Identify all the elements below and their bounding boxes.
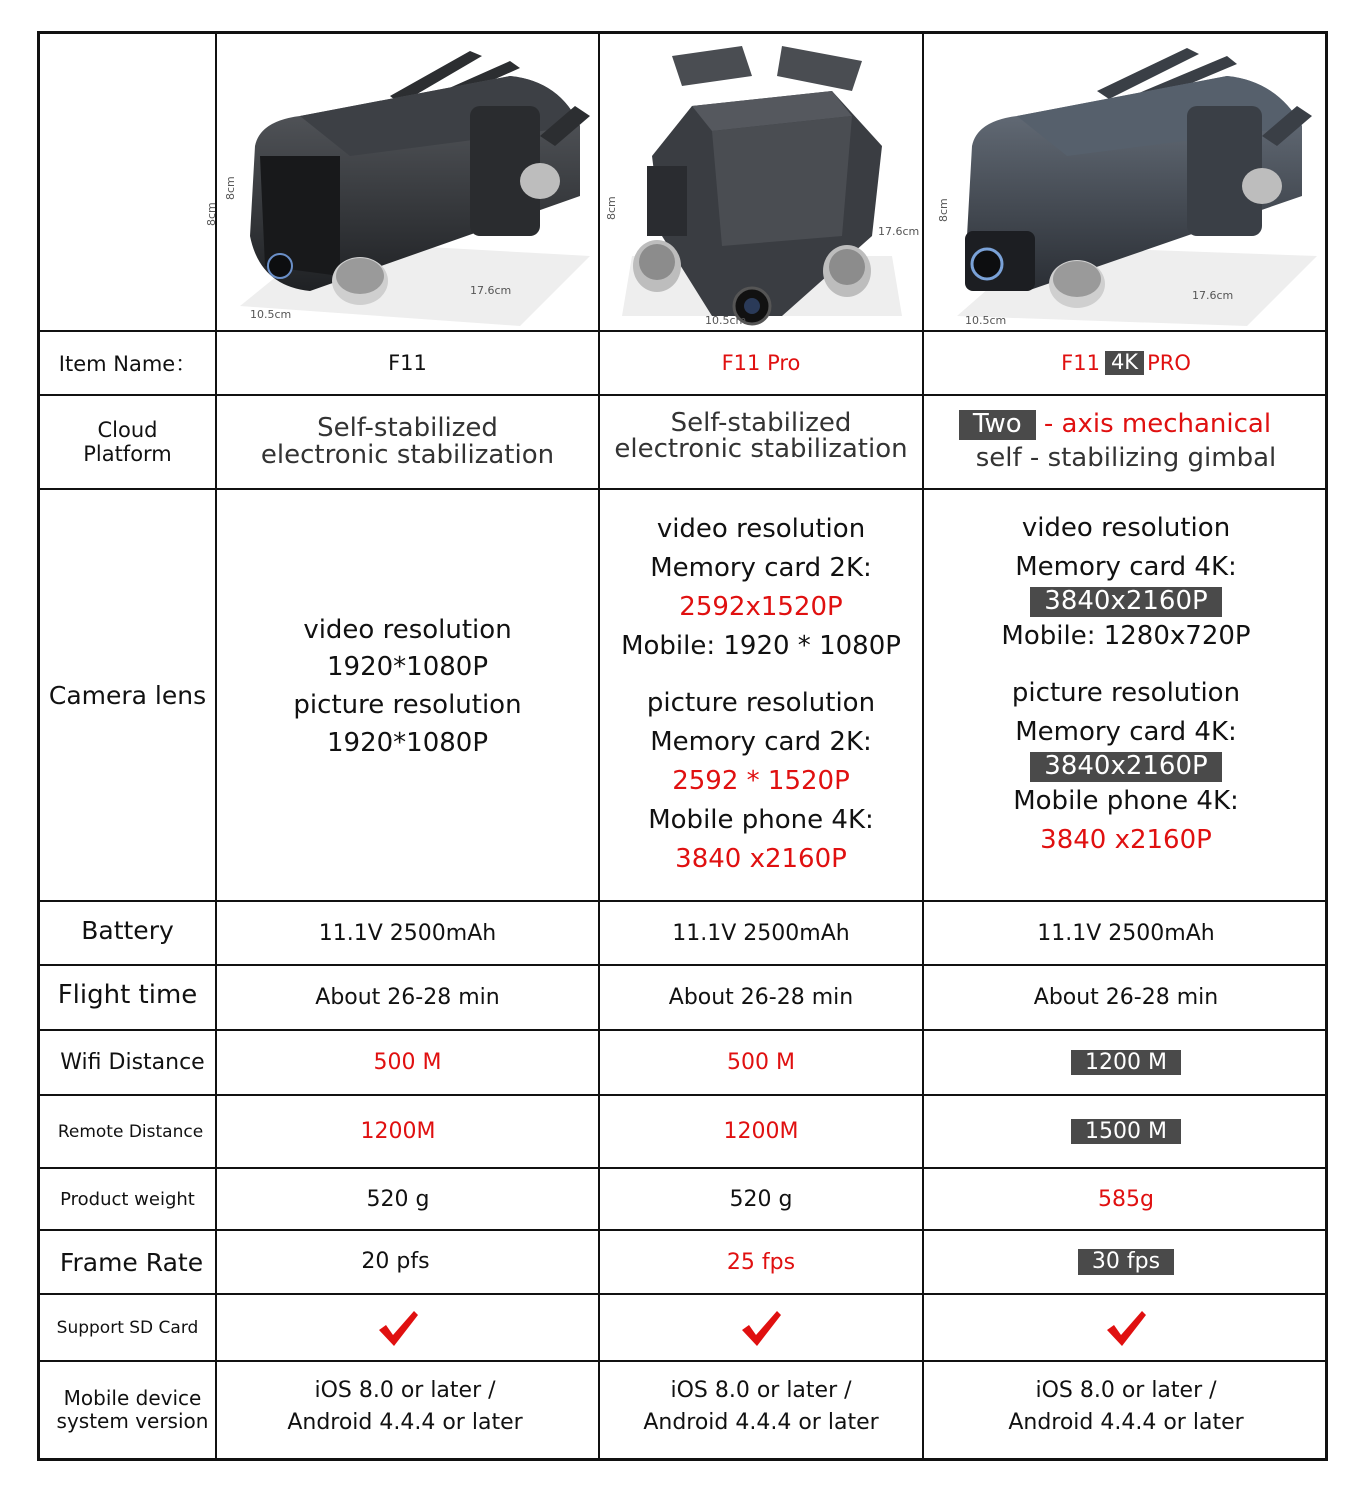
remote-distance-f11-pro: 1200M [723, 1119, 799, 1144]
mobile-device-f11-pro [600, 1362, 922, 1452]
frame-rate-4k-badge: 30 fps [1078, 1249, 1174, 1274]
frame-rate-f11-pro: 25 fps [726, 1249, 796, 1275]
mobile-device-f11-4k-pro [924, 1362, 1328, 1452]
wifi-distance-f11: 500 M [373, 1050, 442, 1075]
camera-pro-video-res: 2592x1520P [679, 592, 843, 622]
cloud-platform-f11-pro [600, 396, 922, 476]
mobile-f11-line1: iOS 8.0 or later / [314, 1378, 496, 1404]
cloud-platform-f11 [217, 396, 598, 488]
f11-pro-width-label: 17.6cm [878, 225, 920, 238]
camera-4k-video: video resolution [1021, 513, 1231, 543]
cloud-f11-pro-line2: electronic stabilization [614, 434, 908, 464]
camera-4k-pic: Memory card 4K: [1015, 716, 1237, 747]
cloud-4k-pro-line1: - axis mechanical [1043, 409, 1272, 440]
check-icon [739, 1308, 783, 1348]
remote-distance-4k-badge: 1500 M [1071, 1119, 1181, 1144]
camera-pro-pic-mobile-res: 3840 x2160P [675, 844, 847, 874]
camera-pro-pic: Mobile phone 4K: [648, 805, 874, 835]
camera-4k-pic-mobile-res: 3840 x2160P [1040, 824, 1212, 855]
mobile-device-f11 [217, 1362, 593, 1452]
depth-dimension: 10.5cm [250, 308, 292, 321]
f11-4k-pro-drone-image [927, 36, 1327, 328]
battery-f11: 11.1V 2500mAh [318, 920, 497, 946]
camera-pro-video: video resolution [656, 514, 866, 544]
height-dimension: 8cm [205, 202, 218, 226]
remote-distance-label: Remote Distance [57, 1121, 204, 1142]
flight-time-f11-pro: About 26-28 min [668, 985, 854, 1010]
sd-card-f11-pro [600, 1295, 922, 1360]
remote-distance-f11-4k-pro [924, 1096, 1328, 1167]
camera-4k-video: Memory card 4K: [1015, 552, 1237, 582]
width-dimension: 17.6cm [470, 284, 512, 297]
f11-4k-pro-width-label: 17.6cm [1192, 289, 1234, 302]
product-weight-f11-4k-pro: 585g [1098, 1186, 1154, 1212]
cloud-platform-label-line2: Platform [83, 442, 172, 466]
frame-rate-f11-4k-pro [924, 1231, 1328, 1293]
cloud-f11-pro-line1: Self-stabilized [670, 408, 852, 438]
mobile-device-label [50, 1362, 215, 1458]
camera-f11-line: picture resolution [293, 690, 522, 720]
camera-f11-line: 1920*1080P [326, 727, 488, 758]
f11-drone-image [205, 36, 596, 328]
cloud-f11-line2: electronic stabilization [260, 440, 555, 470]
camera-lens-f11-pro [600, 490, 922, 900]
product-weight-f11: 520 g [366, 1186, 430, 1212]
wifi-distance-f11-pro: 500 M [727, 1050, 795, 1075]
item-name-f11-4k-pro [924, 332, 1328, 394]
cloud-platform-f11-4k-pro [924, 396, 1328, 488]
wifi-distance-f11-4k-pro [924, 1031, 1328, 1094]
camera-pro-pic: Memory card 2K: [650, 727, 872, 757]
remote-distance-f11: 1200M [360, 1119, 436, 1144]
mobile-pro-line1: iOS 8.0 or later / [670, 1378, 852, 1404]
support-sd-card-label: Support SD Card [56, 1317, 199, 1338]
f11-pro-height-label: 8cm [605, 196, 618, 220]
frame-rate-f11: 20 pfs [361, 1248, 430, 1274]
camera-4k-pic: picture resolution [1011, 677, 1241, 708]
sd-card-f11 [217, 1295, 579, 1360]
check-icon [1104, 1308, 1148, 1348]
camera-pro-pic: picture resolution [646, 688, 876, 718]
wifi-distance-label: Wifi Distance [60, 1050, 205, 1075]
camera-4k-video-res-badge: 3840x2160P [1030, 587, 1221, 617]
battery-f11-pro: 11.1V 2500mAh [672, 920, 850, 946]
camera-4k-pic: Mobile phone 4K: [1013, 785, 1239, 816]
mobile-4k-line1: iOS 8.0 or later / [1035, 1378, 1217, 1404]
cloud-f11-line1: Self-stabilized [317, 412, 498, 443]
product-weight-f11-pro: 520 g [729, 1186, 793, 1212]
cloud-4k-pro-line2: self - stabilizing gimbal [975, 443, 1277, 473]
mobile-4k-line2: Android 4.4.4 or later [1008, 1410, 1244, 1435]
flight-time-label: Flight time [57, 980, 198, 1010]
two-axis-badge: Two [959, 410, 1036, 440]
camera-pro-pic-res: 2592 * 1520P [672, 766, 850, 796]
f11-4k-pro-height-label: 8cm [937, 198, 950, 222]
mobile-pro-line2: Android 4.4.4 or later [643, 1410, 879, 1435]
camera-f11-line: video resolution [303, 614, 512, 645]
product-weight-label: Product weight [60, 1188, 195, 1210]
cloud-platform-label-line1: Cloud [97, 417, 158, 442]
camera-lens-f11 [217, 490, 598, 884]
item-name-4k-badge: 4K [1105, 351, 1144, 374]
item-name-f11: F11 [388, 351, 427, 375]
item-name-label: Item Name： [58, 352, 197, 376]
f11-pro-depth-label: 10.5cm [705, 314, 747, 327]
sd-card-f11-4k-pro [924, 1295, 1328, 1360]
item-name-f11-pro: F11 Pro [721, 351, 801, 375]
f11-height-label: 8cm [224, 176, 237, 200]
item-name-f11-4k-pro-suffix: PRO [1147, 351, 1191, 375]
camera-pro-video: Memory card 2K: [650, 553, 872, 583]
flight-time-f11: About 26-28 min [315, 985, 500, 1010]
camera-f11-line: 1920*1080P [326, 652, 488, 683]
f11-pro-drone-image [602, 36, 920, 328]
battery-label: Battery [81, 915, 174, 945]
wifi-distance-4k-badge: 1200 M [1071, 1050, 1181, 1075]
frame-rate-label: Frame Rate [59, 1247, 204, 1277]
item-name-f11-4k-pro-prefix: F11 [1061, 351, 1100, 375]
camera-4k-pic-res-badge: 3840x2160P [1030, 752, 1221, 782]
f11-4k-pro-depth-label: 10.5cm [965, 314, 1007, 327]
camera-lens-label: Camera lens [48, 680, 207, 710]
mobile-label-line1: Mobile device [63, 1386, 202, 1410]
mobile-label-line2: system version [56, 1409, 209, 1433]
battery-f11-4k-pro: 11.1V 2500mAh [1037, 920, 1215, 946]
camera-pro-video: Mobile: 1920 * 1080P [621, 631, 901, 661]
flight-time-f11-4k-pro: About 26-28 min [1033, 985, 1219, 1010]
cloud-platform-label [40, 396, 215, 488]
mobile-f11-line2: Android 4.4.4 or later [287, 1410, 523, 1435]
check-icon [376, 1308, 420, 1348]
camera-lens-f11-4k-pro [924, 490, 1328, 900]
camera-4k-video: Mobile: 1280x720P [1001, 620, 1251, 651]
comparison-table [37, 31, 1328, 1461]
